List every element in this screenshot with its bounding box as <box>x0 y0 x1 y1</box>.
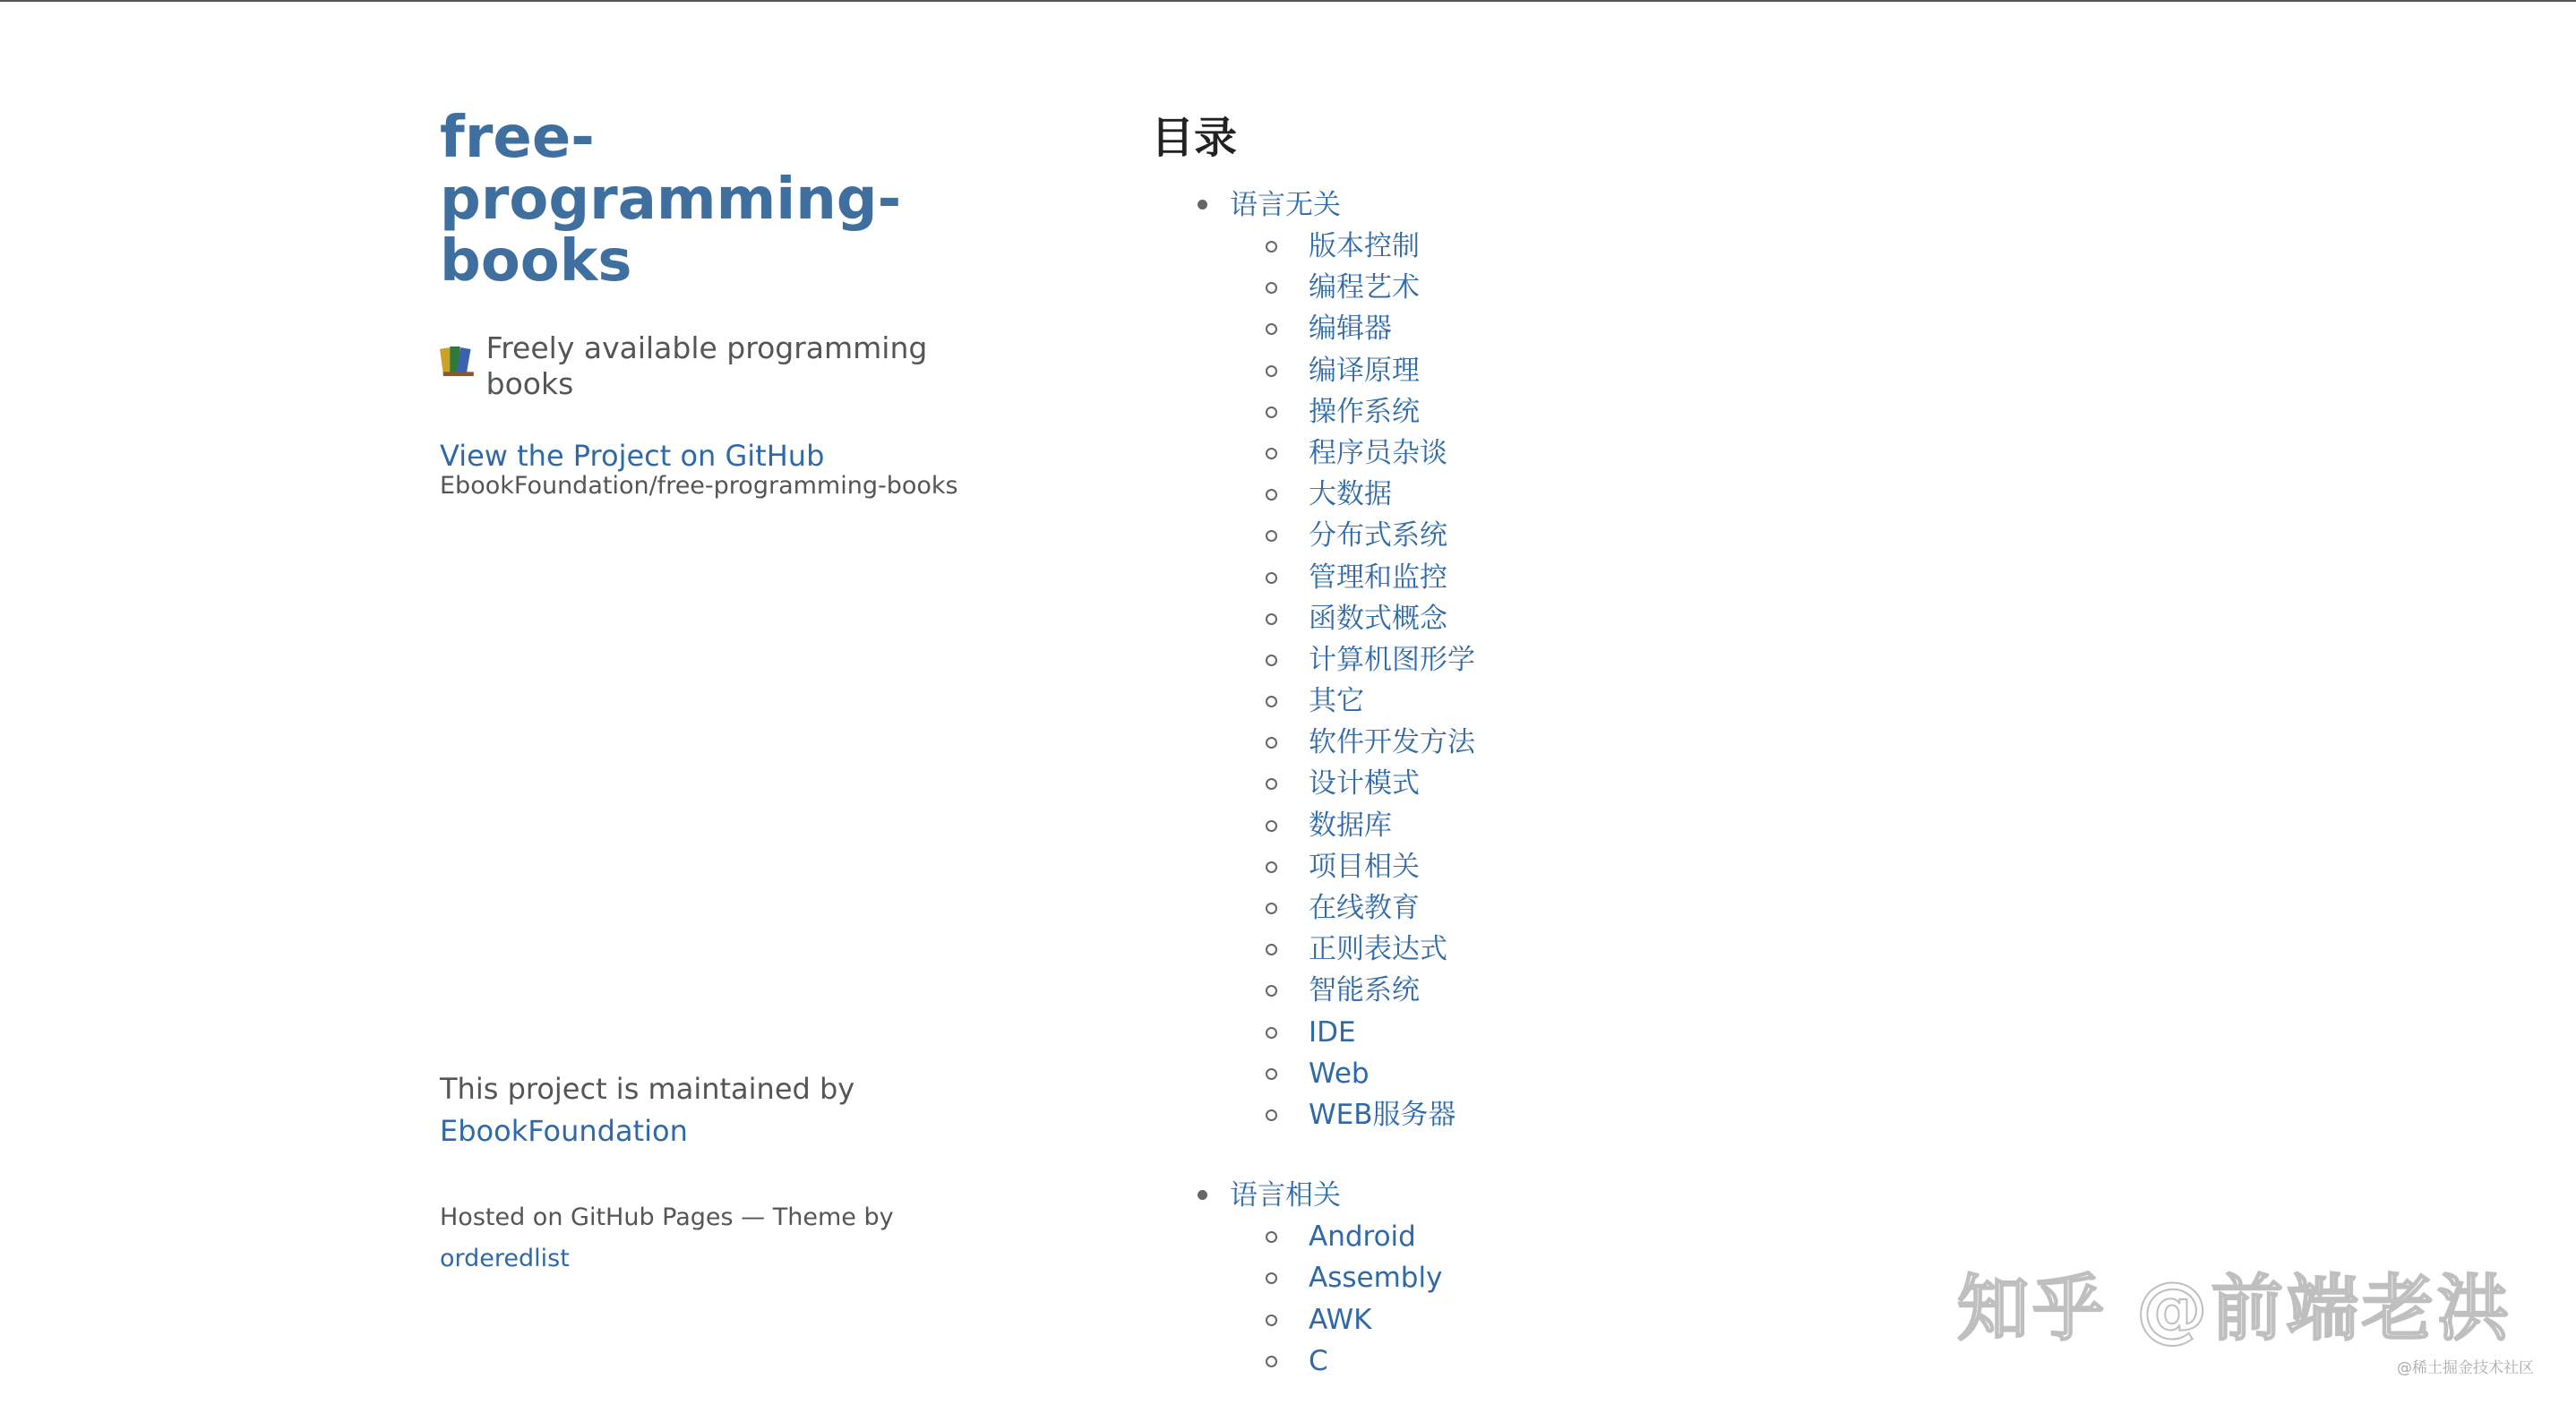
toc-item <box>1230 308 2226 349</box>
list-bullet <box>1266 985 1277 997</box>
toc-item-link[interactable]: WEB服务器 <box>1309 1098 1456 1131</box>
toc-item <box>1230 681 2226 722</box>
list-bullet <box>1266 778 1277 790</box>
list-bullet <box>1266 489 1277 501</box>
toc-item <box>1230 887 2226 929</box>
toc-group-link[interactable]: 语言相关 <box>1230 1179 1341 1212</box>
toc-item <box>1230 557 2226 598</box>
hosting-info <box>440 1197 995 1280</box>
list-bullet <box>1266 407 1277 418</box>
list-bullet <box>1266 1315 1277 1326</box>
list-bullet <box>1266 655 1277 666</box>
toc-item <box>1230 1094 2226 1135</box>
toc-item <box>1230 1216 2226 1257</box>
toc-item-link[interactable]: 设计模式 <box>1309 767 1420 801</box>
hosted-text: Hosted on GitHub Pages — Theme by <box>440 1203 894 1231</box>
toc-item <box>1230 267 2226 308</box>
toc-item-link[interactable]: 版本控制 <box>1309 230 1420 262</box>
site-title-line-1: free- <box>440 105 595 171</box>
toc-item <box>1230 1012 2226 1053</box>
toc-item <box>1230 515 2226 556</box>
list-bullet <box>1266 820 1277 832</box>
toc-item-link[interactable]: 数据库 <box>1309 809 1392 842</box>
toc-item <box>1230 474 2226 515</box>
toc-item <box>1230 722 2226 763</box>
site-title-link[interactable] <box>440 107 995 293</box>
list-bullet <box>1266 323 1277 335</box>
toc-item-link[interactable]: 大数据 <box>1309 478 1392 511</box>
site-title-line-2: programming- <box>440 167 902 233</box>
list-bullet <box>1266 696 1277 707</box>
zhihu-watermark: 知乎 @前端老洪 <box>1957 1267 2512 1350</box>
list-bullet <box>1266 861 1277 873</box>
toc-item-link[interactable]: 操作系统 <box>1309 395 1420 428</box>
toc-group-link[interactable]: 语言无关 <box>1230 189 1341 221</box>
toc-item-link[interactable]: 智能系统 <box>1309 974 1420 1007</box>
toc-item-link[interactable]: AWK <box>1309 1303 1372 1336</box>
toc-group <box>1151 184 2226 1135</box>
toc-item-link[interactable]: 编译原理 <box>1309 354 1420 387</box>
toc-item <box>1230 432 2226 474</box>
tagline <box>440 330 995 402</box>
toc-heading: 目录 <box>1151 113 1238 163</box>
list-bullet <box>1266 365 1277 377</box>
toc-item <box>1230 763 2226 804</box>
toc-item <box>1230 929 2226 970</box>
list-bullet <box>1266 572 1277 584</box>
list-bullet <box>1266 1272 1277 1284</box>
toc-item <box>1230 350 2226 391</box>
toc-item <box>1230 846 2226 887</box>
list-bullet <box>1266 944 1277 955</box>
toc-item-link[interactable]: Assembly <box>1309 1262 1443 1295</box>
toc-item-link[interactable]: 编辑器 <box>1309 313 1392 346</box>
toc-item-link[interactable]: IDE <box>1309 1015 1356 1049</box>
site-header <box>440 107 995 501</box>
maintainer-info <box>440 1068 995 1152</box>
toc-item <box>1230 970 2226 1011</box>
toc-item <box>1230 1053 2226 1094</box>
toc-item-link[interactable]: 分布式系统 <box>1309 519 1447 552</box>
list-bullet <box>1198 200 1207 210</box>
toc-item-link[interactable]: C <box>1309 1344 1328 1377</box>
repo-name: EbookFoundation/free-programming-books <box>440 472 958 500</box>
theme-link[interactable]: orderedlist <box>440 1245 570 1272</box>
toc-group-list <box>1151 184 2226 1382</box>
maintained-text: This project is maintained by <box>440 1072 855 1106</box>
site-title-line-3: books <box>440 228 632 295</box>
toc-item <box>1230 639 2226 681</box>
toc-item-link[interactable]: 计算机图形学 <box>1309 643 1475 676</box>
toc-item-link[interactable]: 编程艺术 <box>1309 271 1420 304</box>
toc-item-link[interactable]: Android <box>1309 1220 1416 1254</box>
maintainer-link[interactable]: EbookFoundation <box>440 1114 688 1148</box>
list-bullet <box>1266 613 1277 625</box>
toc-item-link[interactable]: 函数式概念 <box>1309 602 1447 635</box>
juejin-watermark: @稀土掘金技术社区 <box>2397 1359 2534 1377</box>
list-bullet <box>1266 737 1277 749</box>
list-bullet <box>1198 1190 1207 1200</box>
list-bullet <box>1266 1231 1277 1243</box>
list-bullet <box>1266 1027 1277 1039</box>
toc-item-link[interactable]: 项目相关 <box>1309 850 1420 883</box>
toc-sublist <box>1230 226 2226 1135</box>
toc-item <box>1230 805 2226 846</box>
list-bullet <box>1266 1109 1277 1121</box>
list-bullet <box>1266 530 1277 542</box>
toc-item-link[interactable]: Web <box>1309 1057 1370 1090</box>
list-bullet <box>1266 1068 1277 1080</box>
list-bullet <box>1266 1356 1277 1367</box>
view-github-link[interactable]: View the Project on GitHub <box>440 439 825 473</box>
toc-item-link[interactable]: 正则表达式 <box>1309 933 1447 966</box>
toc-item <box>1230 391 2226 432</box>
toc-item-link[interactable]: 程序员杂谈 <box>1309 436 1447 469</box>
list-bullet <box>1266 448 1277 459</box>
toc-item <box>1230 226 2226 267</box>
list-bullet <box>1266 282 1277 294</box>
list-bullet <box>1266 241 1277 253</box>
tagline-text: Freely available programming books <box>485 330 928 401</box>
toc-item-link[interactable]: 其它 <box>1309 685 1364 718</box>
table-of-contents <box>1151 106 2226 1382</box>
toc-item <box>1230 598 2226 639</box>
top-border <box>0 0 2576 2</box>
toc-item-link[interactable]: 软件开发方法 <box>1309 726 1475 759</box>
toc-item-link[interactable]: 管理和监控 <box>1309 561 1447 594</box>
list-bullet <box>1266 903 1277 914</box>
books-icon <box>440 342 477 380</box>
toc-item-link[interactable]: 在线教育 <box>1309 892 1420 924</box>
